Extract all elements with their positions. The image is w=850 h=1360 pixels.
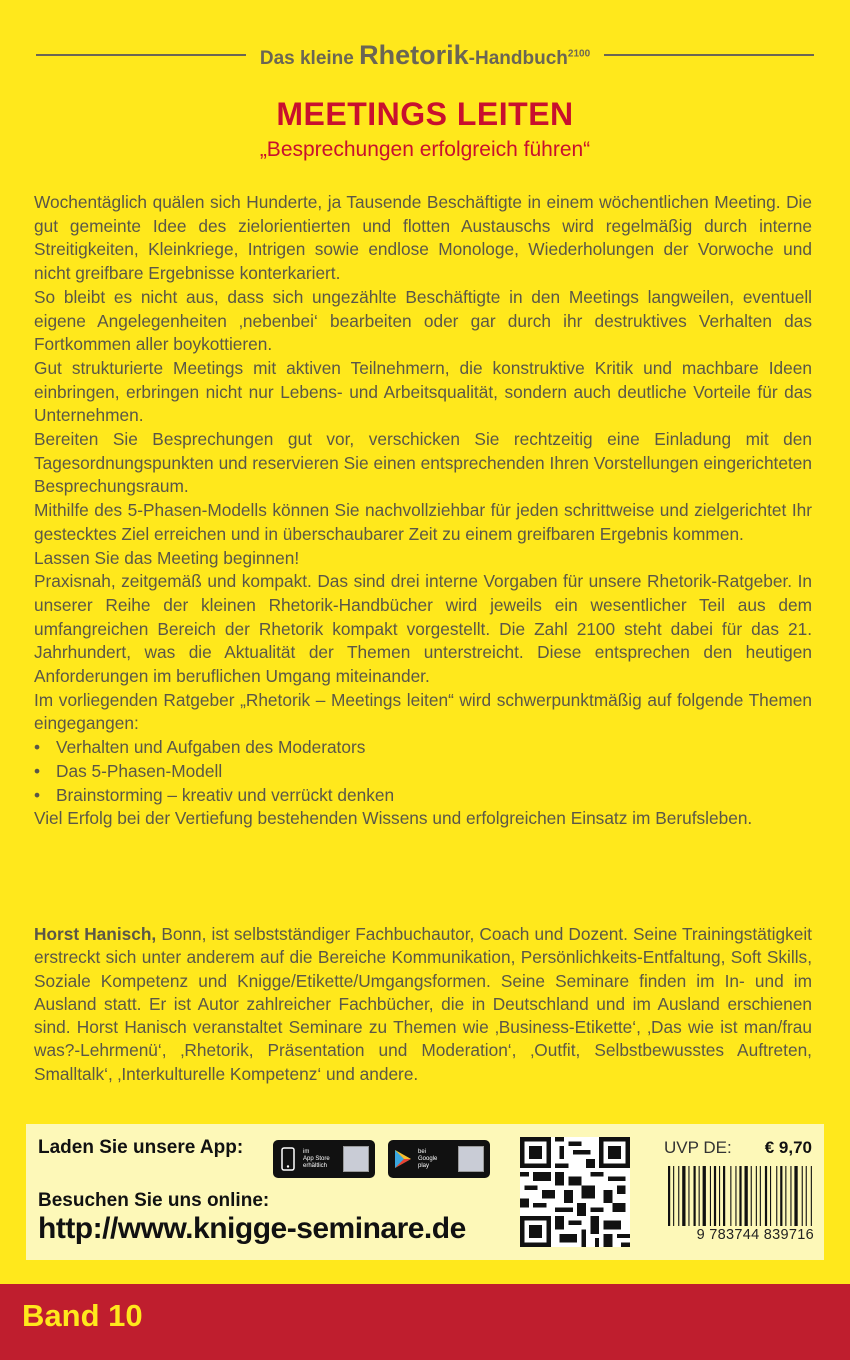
barcode-bar xyxy=(699,1166,700,1226)
topic-item: • Verhalten und Aufgaben des Moderators xyxy=(34,736,812,760)
blurb-paragraph: Wochentäglich quälen sich Hunderte, ja Tausende Beschäftigte in einem wöchentlichen Meeting. Die gut gemeinte Idee des zielorientierten und flotten Austauschs wird regelmäßig durch interne Streitigkeiten, Kleinkriege, Intrigen sowie endlose Monologe, Wiederholungen der Vorwoche und nicht greifbare Ergebnisse konterkariert. xyxy=(34,192,812,284)
barcode-bar xyxy=(760,1166,761,1226)
app-label: Laden Sie unsere App: xyxy=(38,1137,244,1158)
barcode-bar xyxy=(794,1166,797,1226)
barcode-bar xyxy=(780,1166,782,1226)
blurb xyxy=(34,191,812,831)
barcode-bar xyxy=(785,1166,786,1226)
book-subtitle: „Besprechungen erfolgreich führen“ xyxy=(259,138,591,161)
topic-list xyxy=(34,736,812,807)
topic-item: • Das 5-Phasen-Modell xyxy=(34,760,812,784)
online-label: Besuchen Sie uns online: xyxy=(38,1190,270,1211)
barcode-bar xyxy=(694,1166,696,1226)
barcode-bar xyxy=(678,1166,679,1226)
badge-qr-icon xyxy=(343,1146,369,1172)
barcode-bar xyxy=(745,1166,748,1226)
qr-code-icon[interactable] xyxy=(520,1137,630,1247)
barcode-bar xyxy=(790,1166,791,1226)
barcode-bar xyxy=(765,1166,767,1226)
barcode-bar xyxy=(770,1166,771,1226)
barcode-bar xyxy=(739,1166,741,1226)
closing-paragraph: Viel Erfolg bei der Vertiefung bestehenden Wissens und erfolgreichen Einsatz im Berufsleben. xyxy=(34,808,753,829)
blurb-paragraph: Gut strukturierte Meetings mit aktiven Teilnehmern, die konstruktive Kritik und machbare Ideen einbringen, erbringen nicht nur Lebens- und Arbeitsqualität, sondern auch deutliche Vorteile für das Unternehmen. xyxy=(34,357,812,426)
website-link[interactable]: http://www.knigge-seminare.de xyxy=(38,1212,466,1245)
barcode-bar xyxy=(811,1166,812,1226)
band-footer xyxy=(0,1284,850,1360)
barcode-bar xyxy=(802,1166,803,1226)
price-row xyxy=(664,1138,812,1158)
badge-qr-icon xyxy=(458,1146,484,1172)
info-box xyxy=(26,1124,824,1260)
blurb-paragraph: So bleibt es nicht aus, dass sich ungezählte Beschäftigte in den Meetings langweilen, eventuell eigene Angelegenheiten ‚nebenbei‘ bearbeiten oder gar durch ihr destruktives Verhalten das Fortkommen aller boykottieren. xyxy=(34,286,812,355)
blurb-paragraph: Lassen Sie das Meeting beginnen! xyxy=(34,547,300,568)
header-rule-left xyxy=(36,54,246,56)
barcode-bar xyxy=(682,1166,685,1226)
price-label: UVP DE: xyxy=(664,1138,732,1157)
blurb-paragraph: Praxisnah, zeitgemäß und kompakt. Das sind drei interne Vorgaben für unsere Rhetorik-Ratgeber. In unserer Reihe der kleinen Rhetorik-Handbücher wird jeweils ein wesentlicher Teil aus dem umfangreichen Bereich der Rhetorik kompakt vorgestellt. Die Zahl 2100 steht dabei für das 21. Jahrhundert, was die Aktualität der Themen unterstreicht. Diese entsprechen den heutigen Anforderungen im beruflichen Umgang miteinander. xyxy=(34,571,812,687)
barcode-bar xyxy=(673,1166,674,1226)
blurb-paragraph: Im vorliegenden Ratgeber „Rhetorik – Meetings leiten“ wird schwerpunktmäßig auf folgende Themen eingegangen: xyxy=(34,689,812,734)
author-bio-text: Bonn, ist selbstständiger Fachbuchautor, Coach und Dozent. Seine Trainingstätigkeit erstreckt sich unter anderem auf die Bereiche Kommunikation, Persönlichkeits-Entfaltung, Soft Skills, Soziale Kompetenz und Knigge/Etikette/Umgangsformen. Seine Seminare finden im In- und im Ausland statt. Er ist Autor zahlreicher Fachbücher, die in Deutschland und im Ausland erschienen sind. Horst Hanisch veranstaltet Seminare zu Themen wie ‚Business-Etikette‘, ‚Das wie ist man/frau was?-Lehrmenü‘, ‚Rhetorik, Präsentation und Moderation‘, ‚Outfit, Selbstbewusstes Auftreten, Smalltalk‘, ‚Interkulturelle Kompetenz‘ und andere. xyxy=(34,924,812,1084)
author-name: Horst Hanisch, xyxy=(34,924,157,944)
phone-icon xyxy=(279,1145,297,1173)
barcode-bar xyxy=(751,1166,752,1226)
app-store-badge[interactable]: im App Store erhältlich xyxy=(273,1140,375,1178)
barcode xyxy=(666,1166,814,1226)
barcode-bar xyxy=(710,1166,711,1226)
band-number: Band 10 xyxy=(22,1298,143,1333)
google-play-badge[interactable]: bei Google play xyxy=(388,1140,490,1178)
topic-item: • Brainstorming – kreativ und verrückt denken xyxy=(34,784,812,808)
barcode-bar xyxy=(714,1166,716,1226)
price-value: € 9,70 xyxy=(764,1138,812,1157)
barcode-bar xyxy=(730,1166,731,1226)
barcode-bar xyxy=(776,1166,777,1226)
barcode-bar xyxy=(756,1166,757,1226)
play-store-icon xyxy=(394,1145,412,1173)
series-header xyxy=(36,38,814,72)
book-title: MEETINGS LEITEN xyxy=(276,96,574,132)
barcode-bar xyxy=(735,1166,736,1226)
blurb-paragraph: Mithilfe des 5-Phasen-Modells können Sie nachvollziehbar für jeden schrittweise und zielgerichtet Ihr gestecktes Ziel erreichen und in überschaubarer Zeit zu einem greifbaren Ergebnis kommen. xyxy=(34,500,812,544)
barcode-bar xyxy=(719,1166,720,1226)
barcode-bar xyxy=(688,1166,689,1226)
barcode-bar xyxy=(703,1166,706,1226)
barcode-bar xyxy=(806,1166,807,1226)
header-rule-right xyxy=(604,54,814,56)
series-title: Das kleine Rhetorik-Handbuch$^{2100}$ xyxy=(259,39,591,70)
barcode-bar xyxy=(668,1166,670,1226)
barcode-bar xyxy=(723,1166,725,1226)
author-bio xyxy=(34,923,812,1086)
blurb-paragraph: Bereiten Sie Besprechungen gut vor, verschicken Sie rechtzeitig eine Einladung mit den Tagesordnungspunkten und reservieren Sie einen entsprechenden Ihren Vorstellungen eingerichteten Besprechungsraum. xyxy=(34,429,812,497)
isbn-number: 9 783744 839716 xyxy=(696,1227,814,1243)
